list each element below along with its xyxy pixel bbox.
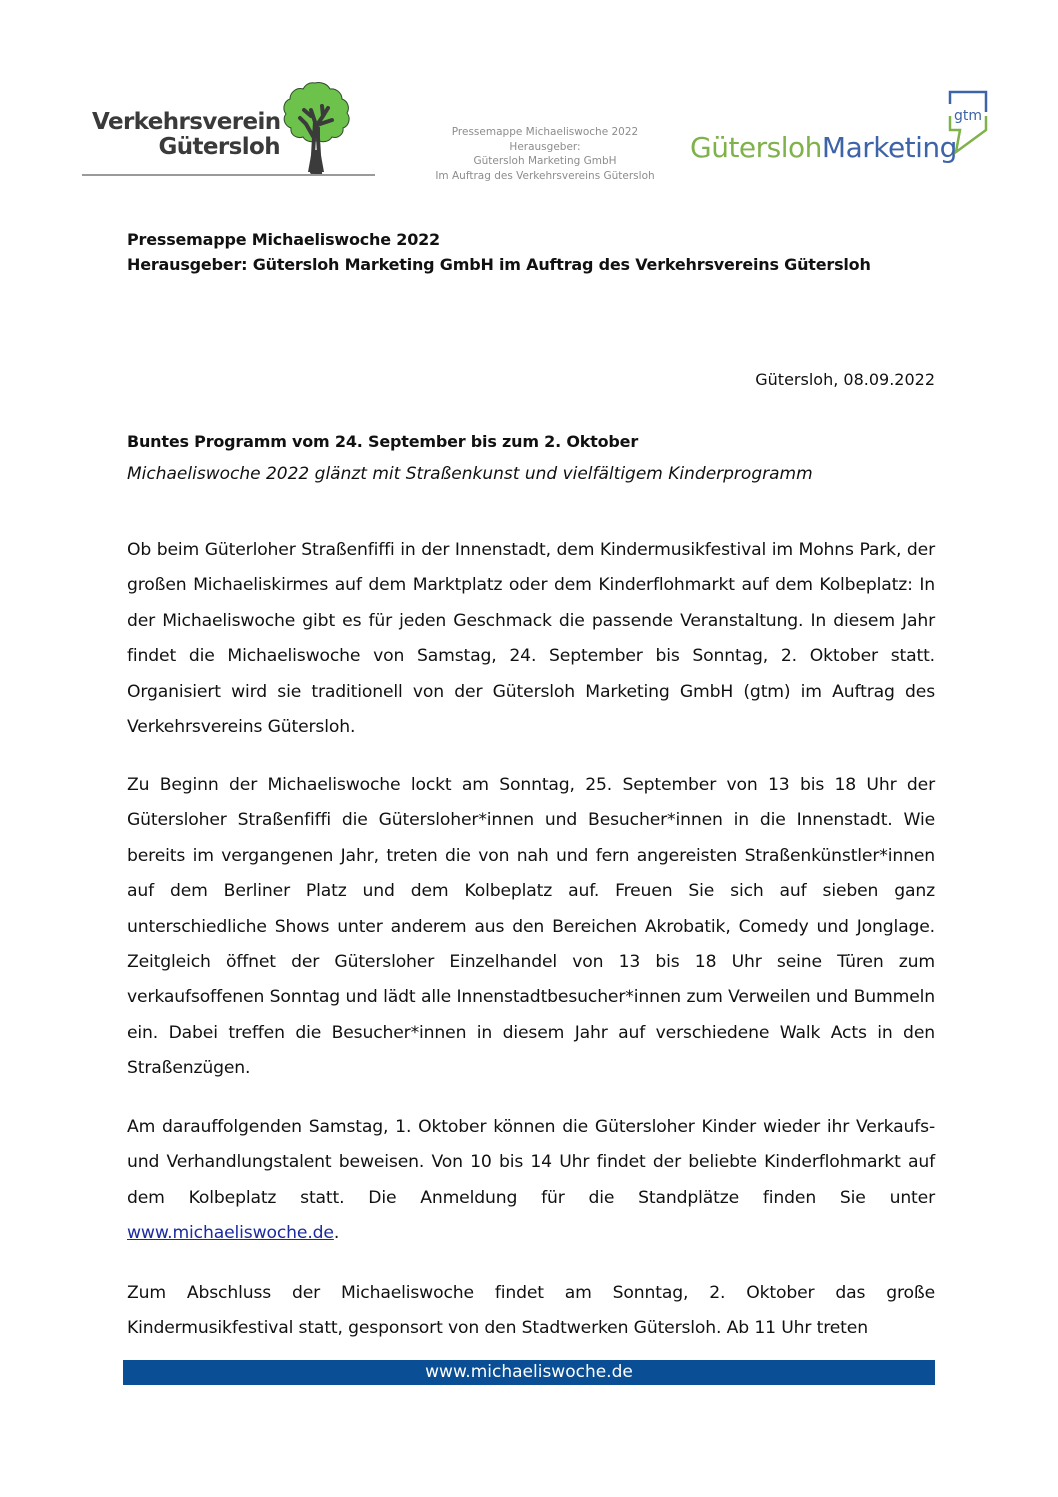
dateline: Gütersloh, 08.09.2022 — [755, 370, 935, 389]
tree-icon — [278, 80, 352, 174]
verkehrsverein-logo-text: Verkehrsverein Gütersloh — [92, 109, 281, 160]
paragraph-4: Zum Abschluss der Michaeliswoche findet am Sonntag, 2. Oktober das große Kindermusikfestival statt, gesponsort von den Stadtwerken Gütersloh. Ab 11 Uhr treten — [127, 1283, 935, 1339]
verkehrsverein-logo — [82, 84, 377, 176]
guetersloh-marketing-logo — [690, 90, 1000, 170]
headline: Buntes Programm vom 24. September bis zum 2. Oktober — [127, 432, 639, 451]
gtm-badge-text: gtm — [953, 108, 983, 124]
press-title: Pressemappe Michaeliswoche 2022 Herausgeber: Gütersloh Marketing GmbH im Auftrag des Verkehrsvereins Gütersloh — [127, 230, 871, 274]
logo-divider — [82, 174, 375, 176]
header-center-text: Pressemappe Michaeliswoche 2022 Herausgeber: Gütersloh Marketing GmbH Im Auftrag des Verkehrsvereins Gütersloh — [435, 126, 655, 182]
footer-url-bar: www.michaeliswoche.de — [123, 1360, 935, 1385]
gtm-wordmark: GüterslohMarketing — [690, 131, 957, 164]
subheadline: Michaeliswoche 2022 glänzt mit Straßenkunst und vielfältigem Kinderprogramm — [127, 464, 813, 484]
michaeliswoche-link[interactable]: www.michaeliswoche.de — [127, 1223, 334, 1244]
paragraph-3: Am darauffolgenden Samstag, 1. Oktober können die Gütersloher Kinder wieder ihr Verkaufs- und Verhandlungstalent beweisen. Von 10 bis 14 Uhr findet der beliebte Kinderflohmarkt auf dem Kolbeplatz statt. Die Anmeldung für die Standplätze finden Sie unter www.michaeliswoche.de. — [127, 1117, 935, 1244]
paragraph-2: Zu Beginn der Michaeliswoche lockt am Sonntag, 25. September von 13 bis 18 Uhr der Gütersloher Straßenfiffi die Gütersloher*innen und Besucher*innen in die Innenstadt. Wie bereits im vergangenen Jahr, treten die von nah und fern angereisten Straßenkünstler*innen auf dem Berliner Platz und dem Kolbeplatz auf. Freuen Sie sich auf sieben ganz unterschiedliche Shows unter anderem aus den Bereichen Akrobatik, Comedy und Jonglage. Zeitgleich öffnet der Gütersloher Einzelhandel von 13 bis 18 Uhr seine Türen zum verkaufsoffenen Sonntag und lädt alle Innenstadtbesucher*innen zum Verweilen und Bummeln ein. Dabei treffen die Besucher*innen in diesem Jahr auf verschiedene Walk Acts in den Straßenzügen. — [127, 775, 935, 1079]
gtm-speech-bubble-icon — [948, 90, 988, 160]
paragraph-1: Ob beim Güterloher Straßenfiffi in der Innenstadt, dem Kindermusikfestival im Mohns Park, der großen Michaeliskirmes auf dem Marktplatz oder dem Kinderflohmarkt auf dem Kolbeplatz: In der Michaeliswoche gibt es für jeden Geschmack die passende Veranstaltung. In diesem Jahr findet die Michaeliswoche von Samstag, 24. September bis Sonntag, 2. Oktober statt. Organisiert wird sie traditionell von der Gütersloh Marketing GmbH (gtm) im Auftrag des Verkehrsvereins Gütersloh. — [127, 540, 935, 738]
